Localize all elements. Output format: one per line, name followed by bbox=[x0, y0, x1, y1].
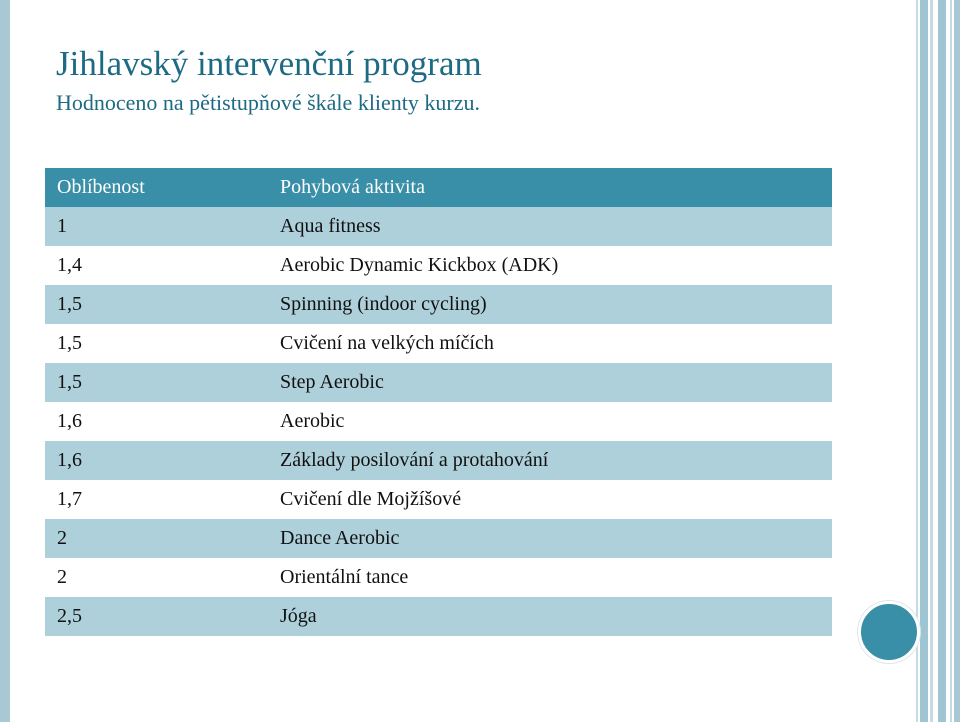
cell-score: 2 bbox=[45, 558, 268, 597]
cell-activity: Aerobic bbox=[268, 402, 832, 441]
cell-score: 2 bbox=[45, 519, 268, 558]
cell-activity: Cvičení dle Mojžíšové bbox=[268, 480, 832, 519]
cell-score: 1,4 bbox=[45, 246, 268, 285]
cell-score: 1 bbox=[45, 207, 268, 246]
slide-title: Jihlavský intervenční program bbox=[56, 44, 482, 83]
decor-stripe bbox=[950, 0, 952, 722]
table-row bbox=[45, 558, 832, 597]
cell-score: 1,5 bbox=[45, 324, 268, 363]
cell-activity: Aqua fitness bbox=[268, 207, 832, 246]
cell-activity: Orientální tance bbox=[268, 558, 832, 597]
table-row bbox=[45, 402, 832, 441]
table-row bbox=[45, 363, 832, 402]
cell-activity: Aerobic Dynamic Kickbox (ADK) bbox=[268, 246, 832, 285]
decor-stripe bbox=[920, 0, 928, 722]
cell-activity: Step Aerobic bbox=[268, 363, 832, 402]
table-body bbox=[45, 207, 832, 636]
table-header bbox=[45, 168, 832, 207]
header-activity: Pohybová aktivita bbox=[268, 168, 832, 207]
table-row bbox=[45, 324, 832, 363]
cell-score: 1,5 bbox=[45, 363, 268, 402]
accent-circle bbox=[858, 601, 920, 663]
table-row bbox=[45, 480, 832, 519]
cell-activity: Cvičení na velkých míčích bbox=[268, 324, 832, 363]
cell-score: 1,6 bbox=[45, 441, 268, 480]
left-decor-bar bbox=[0, 0, 10, 722]
cell-score: 1,6 bbox=[45, 402, 268, 441]
decor-stripe bbox=[930, 0, 933, 722]
decor-stripe bbox=[938, 0, 946, 722]
decor-stripe bbox=[954, 0, 960, 722]
cell-score: 1,5 bbox=[45, 285, 268, 324]
table-row bbox=[45, 597, 832, 636]
cell-activity: Jóga bbox=[268, 597, 832, 636]
activity-ranking-table bbox=[45, 168, 832, 636]
cell-activity: Základy posilování a protahování bbox=[268, 441, 832, 480]
table-row bbox=[45, 519, 832, 558]
table-row bbox=[45, 246, 832, 285]
cell-score: 1,7 bbox=[45, 480, 268, 519]
right-decor-stripes bbox=[916, 0, 960, 722]
table-header-row bbox=[45, 168, 832, 207]
table-row bbox=[45, 285, 832, 324]
cell-score: 2,5 bbox=[45, 597, 268, 636]
table-row bbox=[45, 441, 832, 480]
cell-activity: Spinning (indoor cycling) bbox=[268, 285, 832, 324]
cell-activity: Dance Aerobic bbox=[268, 519, 832, 558]
decor-stripe bbox=[916, 0, 918, 722]
header-popularity: Oblíbenost bbox=[45, 168, 268, 207]
table-row bbox=[45, 207, 832, 246]
slide-subtitle: Hodnoceno na pětistupňové škále klienty kurzu. bbox=[56, 90, 481, 115]
